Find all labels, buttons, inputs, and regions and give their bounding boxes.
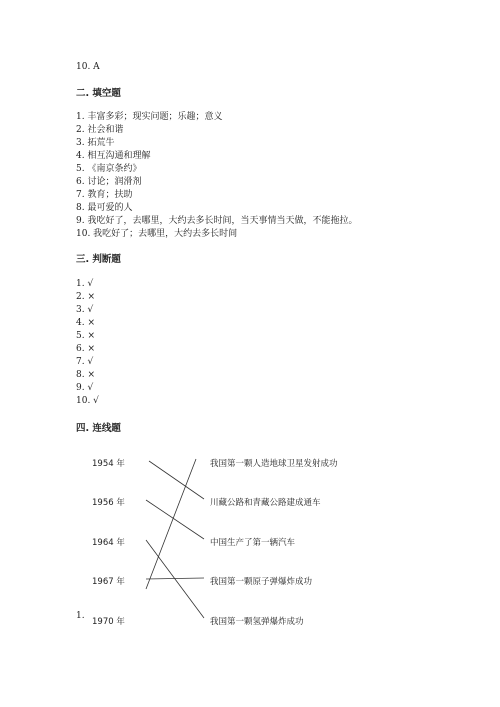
judgement-answer-6: 6. × bbox=[76, 344, 95, 354]
matching-year-1967: 1967 年 bbox=[92, 577, 125, 587]
connector-1967 bbox=[146, 578, 204, 579]
matching-year-1956: 1956 年 bbox=[92, 498, 125, 508]
section-fill-in-heading: 二. 填空题 bbox=[76, 88, 121, 99]
fill-in-answer-5: 5. 《南京条约》 bbox=[76, 164, 142, 174]
judgement-answer-2: 2. × bbox=[76, 292, 95, 302]
fill-in-answer-6: 6. 讨论；润滑剂 bbox=[76, 177, 142, 187]
judgement-answer-10: 10. √ bbox=[76, 396, 99, 406]
section-matching-heading: 四. 连线题 bbox=[76, 423, 121, 434]
judgement-answer-4: 4. × bbox=[76, 318, 95, 328]
connector-1970 bbox=[146, 459, 196, 589]
judgement-answer-1: 1. √ bbox=[76, 279, 94, 289]
fill-in-answer-2: 2. 社会和谐 bbox=[76, 125, 124, 135]
judgement-answer-5: 5. × bbox=[76, 331, 95, 341]
matching-item-number: 1. bbox=[76, 611, 85, 621]
connector-1954 bbox=[149, 461, 204, 499]
fill-in-answer-3: 3. 拓荒牛 bbox=[76, 138, 115, 148]
judgement-answer-3: 3. √ bbox=[76, 305, 94, 315]
answer-10-line: 10. A bbox=[76, 62, 100, 72]
matching-event-hydrogen-bomb: 我国第一颗氢弹爆炸成功 bbox=[210, 617, 304, 627]
matching-year-1954: 1954 年 bbox=[92, 459, 125, 469]
connector-1956 bbox=[146, 500, 204, 539]
matching-event-satellite: 我国第一颗人造地球卫星发射成功 bbox=[210, 459, 338, 469]
fill-in-answer-7: 7. 教育；扶助 bbox=[76, 190, 133, 200]
fill-in-answer-9: 9. 我吃好了，去哪里，大约去多长时间，当天事情当天做，不能拖拉。 bbox=[76, 216, 358, 226]
matching-event-atomic-bomb: 我国第一颗原子弹爆炸成功 bbox=[210, 577, 313, 587]
fill-in-answer-8: 8. 最可爱的人 bbox=[76, 203, 133, 213]
section-judgement-heading: 三. 判断题 bbox=[76, 254, 121, 265]
matching-year-1970: 1970 年 bbox=[92, 617, 125, 627]
judgement-answer-8: 8. × bbox=[76, 370, 95, 380]
matching-year-1964: 1964 年 bbox=[92, 538, 125, 548]
fill-in-answer-1: 1. 丰富多彩；现实问题；乐趣；意义 bbox=[76, 112, 223, 122]
fill-in-answer-10: 10. 我吃好了；去哪里，大约去多长时间 bbox=[76, 229, 238, 239]
fill-in-answer-4: 4. 相互沟通和理解 bbox=[76, 151, 151, 161]
judgement-answer-9: 9. √ bbox=[76, 383, 94, 393]
matching-event-highway: 川藏公路和青藏公路建成通车 bbox=[210, 498, 321, 508]
judgement-answer-7: 7. √ bbox=[76, 357, 94, 367]
matching-event-car: 中国生产了第一辆汽车 bbox=[210, 538, 296, 548]
